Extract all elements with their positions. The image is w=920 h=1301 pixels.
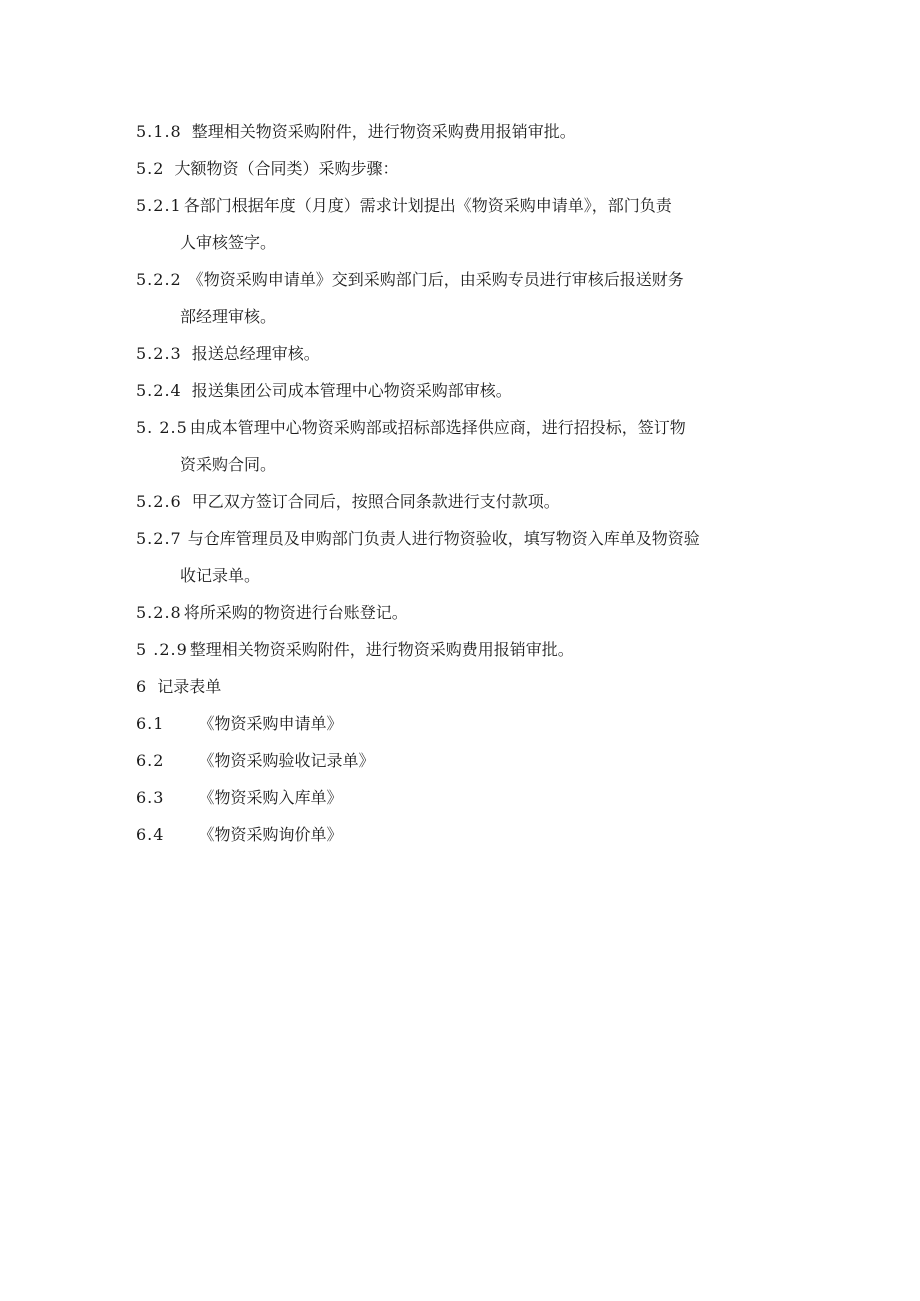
clause-5-2-8 [136, 594, 796, 631]
clause-text: 将所采购的物资进行台账登记。 [183, 603, 408, 622]
section-title: 记录表单 [157, 677, 222, 696]
clause-number: 5.2.8 [136, 603, 182, 622]
clause-text-continued: 部经理审核。 [180, 307, 277, 326]
clause-text: 报送集团公司成本管理中心物资采购部审核。 [191, 381, 512, 400]
clause-number: 5.2 [136, 159, 165, 178]
clause-text-continued: 人审核签字。 [180, 233, 277, 252]
clause-5-2-5 [136, 409, 796, 446]
form-number: 6.4 [136, 825, 165, 844]
clause-text: 报送总经理审核。 [191, 344, 320, 363]
clause-text: 整理相关物资采购附件，进行物资采购费用报销审批。 [189, 640, 574, 659]
section-6-heading [136, 668, 796, 705]
clause-5-2 [136, 150, 796, 187]
form-name: 《物资采购询价单》 [198, 825, 343, 844]
record-form-6-4 [136, 816, 796, 853]
clause-text: 由成本管理中心物资采购部或招标部选择供应商，进行招投标，签订物 [189, 418, 686, 437]
clause-5-2-1 [136, 187, 796, 224]
record-form-6-3 [136, 779, 796, 816]
clause-5-2-2 [136, 261, 796, 298]
clause-text: 与仓库管理员及申购部门负责人进行物资验收，填写物资入库单及物资验 [187, 529, 700, 548]
clause-5-2-9 [136, 631, 796, 668]
clause-number: 5.2.3 [136, 344, 182, 363]
clause-text: 甲乙双方签订合同后，按照合同条款进行支付款项。 [191, 492, 560, 511]
form-name: 《物资采购验收记录单》 [198, 751, 375, 770]
clause-text-continued: 收记录单。 [180, 566, 261, 585]
clause-5-2-6 [136, 483, 796, 520]
clause-number: 5 .2.9 [136, 640, 188, 659]
clause-text: 各部门根据年度（月度）需求计划提出《物资采购申请单》，部门负责 [183, 196, 672, 215]
clause-5-2-4 [136, 372, 796, 409]
clause-text: 大额物资（合同类）采购步骤： [174, 159, 399, 178]
clause-number: 5.2.6 [136, 492, 182, 511]
clause-5-2-1-continued [136, 224, 796, 261]
clause-number: 5.2.4 [136, 381, 182, 400]
clause-text-continued: 资采购合同。 [180, 455, 277, 474]
clause-number: 5.2.2 [136, 270, 182, 289]
clause-text: 《物资采购申请单》交到采购部门后，由采购专员进行审核后报送财务 [187, 270, 684, 289]
clause-5-1-8 [136, 113, 796, 150]
section-number: 6 [136, 677, 148, 696]
form-number: 6.1 [136, 714, 165, 733]
form-name: 《物资采购申请单》 [198, 714, 343, 733]
clause-5-2-5-continued [136, 446, 796, 483]
clause-number: 5.1.8 [136, 122, 182, 141]
clause-5-2-3 [136, 335, 796, 372]
clause-5-2-2-continued [136, 298, 796, 335]
form-name: 《物资采购入库单》 [198, 788, 343, 807]
record-form-6-2 [136, 742, 796, 779]
form-number: 6.3 [136, 788, 165, 807]
clause-number: 5. 2.5 [136, 418, 188, 437]
document-body [136, 113, 796, 853]
clause-number: 5.2.1 [136, 196, 182, 215]
form-number: 6.2 [136, 751, 165, 770]
record-form-6-1 [136, 705, 796, 742]
clause-text: 整理相关物资采购附件，进行物资采购费用报销审批。 [191, 122, 576, 141]
clause-5-2-7-continued [136, 557, 796, 594]
clause-number: 5.2.7 [136, 529, 182, 548]
clause-5-2-7 [136, 520, 796, 557]
